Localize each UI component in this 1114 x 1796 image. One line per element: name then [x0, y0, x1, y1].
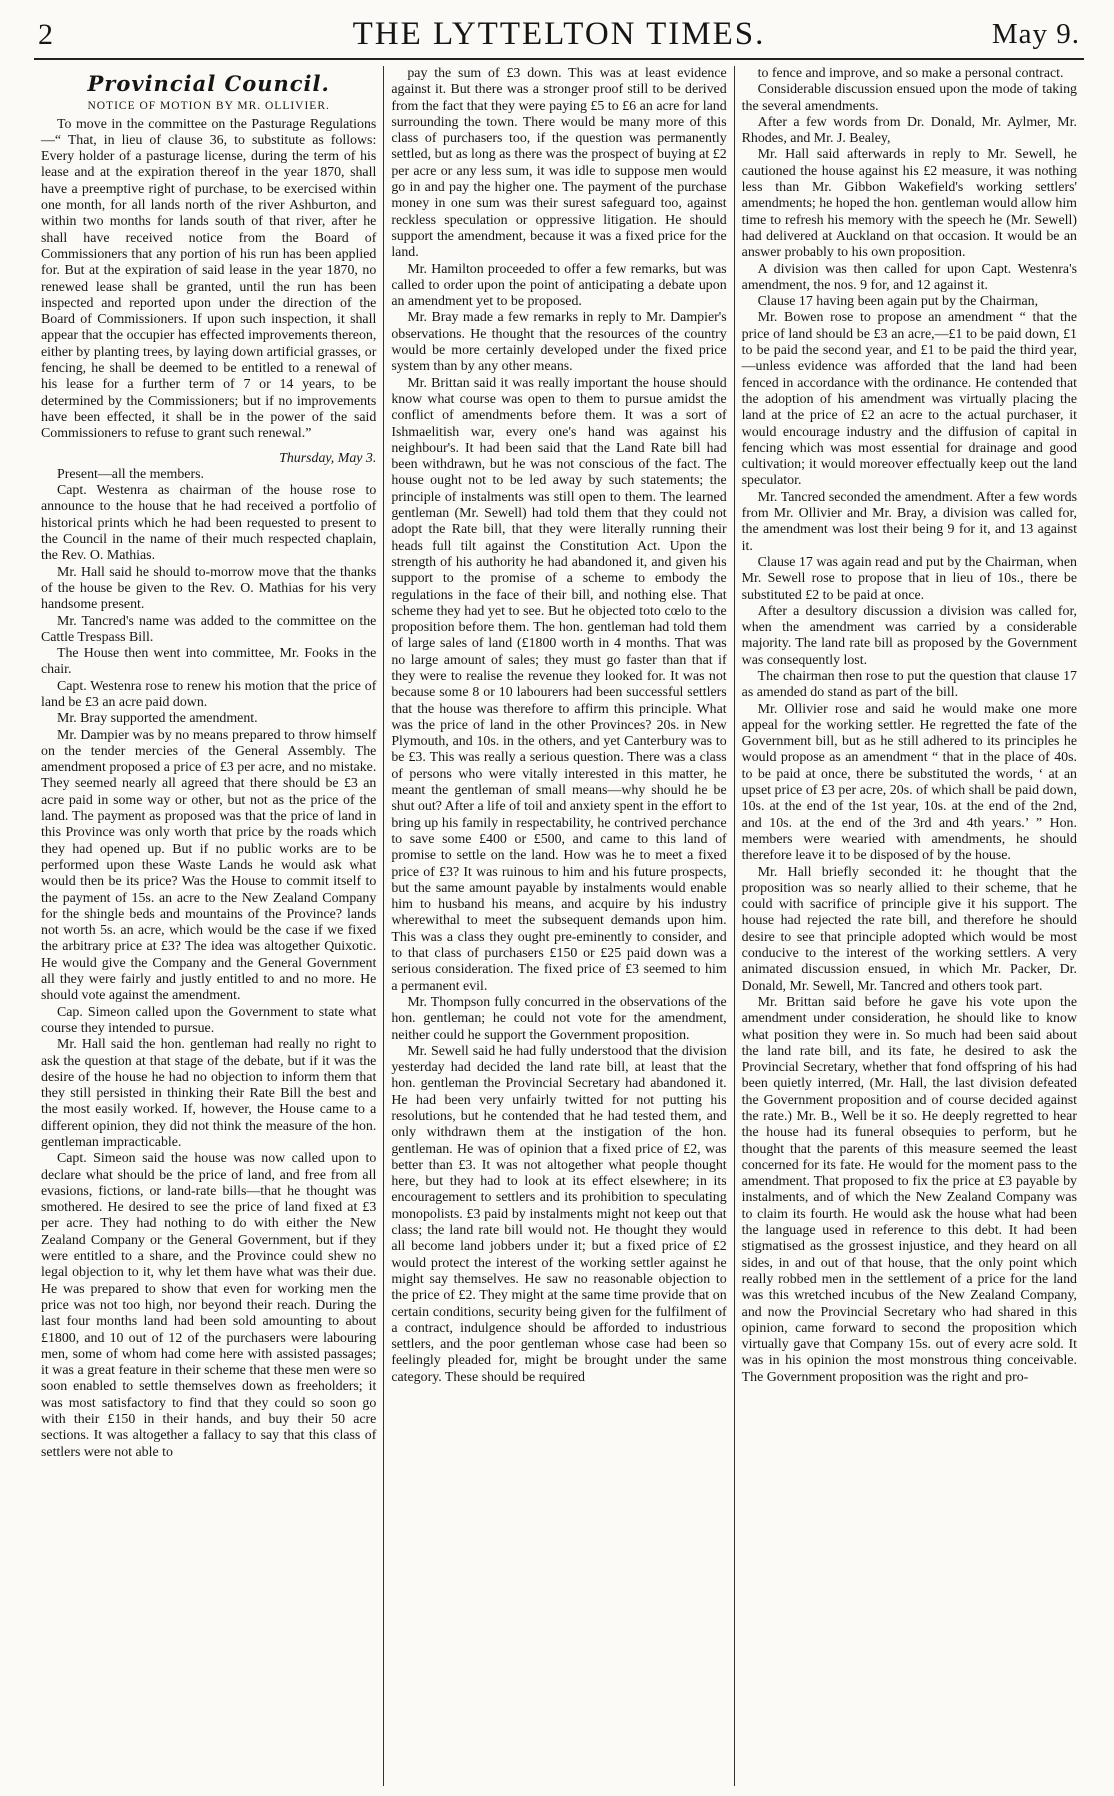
column-2: [383, 66, 733, 1786]
paragraph: to fence and improve, and so make a personal contract.: [757, 66, 1064, 81]
paragraph: Mr. Ollivier rose and said he would make one more appeal for the working settler. He regretted the fate of the Government bill, but as he still adhered to its principles he would propose as an amendment “ that in the place of 40s. to be paid at once, there be substituted the words, ‘ at an upset price of £3 per acre, 20s. of which shall be paid down, 10s. at the end of the 1st year, 10s. at the end of the 2nd, and 10s. at the end of the 3rd and 4th years.’ ” Hon. members were wearied with amendments, he should therefore leave it to be disposed of by the house.: [741, 701, 1077, 864]
newspaper-title: THE LYTTELTON TIMES.: [352, 16, 766, 52]
notice-heading: NOTICE OF MOTION BY MR. OLLIVIER.: [87, 100, 330, 113]
paragraph: Mr. Sewell said he had fully understood that the division yesterday had decided the land rate bill, at least that the hon. gentleman the Provincial Secretary had abandoned it. He had been very unfairly twitted for not putting his resolutions, but he contended that he had tested them, and only withdrawn them at the instigation of the hon. gentleman. He was of opinion that a fixed price of £2, was better than £3. It was not altogether what people thought here, but they had to look at its effect elsewhere; in its encouragement to settlers and its prohibition to speculating monopolists. £3 paid by instalments might not keep out that class; the land rate bill would not. He thought they would all become land jobbers under it; but a fixed price of £2 would protect the interest of the working settler against he might say themselves. He saw no reasonable objection to the price of £2. They might at the same time provide that on certain conditions, security being given for the fulfilment of a contract, indulgence should be afforded to industrious settlers, and the poor gentleman whose case had been so feelingly pleaded for, might be brought under the same category. These should be required: [391, 1043, 727, 1385]
paragraph: Clause 17 having been again put by the Chairman,: [757, 294, 1039, 310]
column-1-text: [41, 117, 376, 1461]
paragraph: Mr. Hall briefly seconded it: he thought that the proposition was so nearly allied to their scheme, that he could with sacrifice of principle give it his support. The house had rejected the rate bill, and therefore he should desire to see that principle adopted which would be most conducive to the interest of the working settlers. A very animated discussion ensued, in which Mr. Packer, Dr. Donald, Mr. Sewell, Mr. Tancred and others took part.: [741, 864, 1077, 994]
paragraph: Present—all the members.: [57, 466, 204, 482]
paragraph: Capt. Westenra as chairman of the house rose to announce to the house that he had received a portfolio of historical prints which he had been requested to present to the Council in the name of their much respected chaplain, the Rev. O. Mathias.: [41, 483, 377, 564]
paragraph: Considerable discussion ensued upon the mode of taking the several amendments.: [741, 82, 1077, 114]
paragraph: Cap. Simeon called upon the Government to state what course they intended to pursue.: [41, 1004, 377, 1036]
paragraph: Mr. Bray supported the amendment.: [57, 711, 258, 727]
paragraph: After a desultory discussion a division was called for, when the amendment was carried by a considerable majority. The land rate bill as proposed by the Government was consequently lost.: [741, 603, 1077, 668]
paragraph: The House then went into committee, Mr. Fooks in the chair.: [41, 646, 377, 678]
paragraph: After a few words from Dr. Donald, Mr. Aylmer, Mr. Rhodes, and Mr. J. Bealey,: [741, 114, 1077, 147]
paragraph: Mr. Hall said the hon. gentleman had really no right to ask the question at that stage of the debate, but if it was the desire of the house he had no objection to inform them that they still persisted in thinking their Rate Bill the best and the most easily worked. If, however, the House came to a different opinion, they did not think the measure of the hon. gentleman impracticable.: [41, 1037, 377, 1150]
paragraph: Capt. Simeon said the house was now called upon to declare what should be the price of land, and free from all evasions, fictions, or land-rate bills—that he thought was smothered. He desired to see the price of land fixed at £3 per acre. They had nothing to do with either the New Zealand Company or the General Government, but if they were entitled to a share, and the Province could shew no legal objection to it, why let them have what was their due. He was prepared to show that even for working men the price was not too high, nor beyond their reach. During the last four months land had been sold amounting to about £1800, and 10 out of 12 of the purchasers were labouring men, some of whom had come here with assisted passages; it was a great feature in their scheme that these men were so soon enabled to settle themselves down as freeholders; it was most satisfactory to find that they could so soon go with their £150 in their hands, and buy their 50 acre sections. It was altogether a fallacy to say that this class of settlers were not able to: [41, 1151, 377, 1460]
paragraph: Mr. Bray made a few remarks in reply to Mr. Dampier's observations. He thought that the resources of the country would be more certainly developed under the fixed price system than by any other means.: [391, 310, 727, 375]
paragraph: Mr. Hall said afterwards in reply to Mr. Sewell, he cautioned the house against his £2 measure, it was nothing less than Mr. Gibbon Wakefield's working settlers' amendments; he hoped the hon. gentleman would allow him time to refresh his memory with the speech he (Mr. Sewell) had delivered at Auckland on that occasion. It would be an answer probably to his own proposition.: [741, 147, 1077, 261]
paragraph: pay the sum of £3 down. This was at least evidence against it. But there was a stronger proof still to be derived from the fact that they were paying £5 to £6 an acre for land surrounding the town. There would be many more of this class of purchasers too, if the question was permanently settled, but as long as there was the prospect of buying at £2 per acre or any less sum, it was idle to suppose men would go in and pay the higher one. The payment of the purchase money in one sum was their surest safeguard too, against reckless speculation or oppressive litigation. He should support the amendment, because it was a fixed price for the land.: [391, 66, 727, 261]
paragraph: Mr. Tancred seconded the amendment. After a few words from Mr. Ollivier and Mr. Bray, a division was called for, the amendment was lost their being 9 for it, and 13 against it.: [741, 489, 1077, 554]
section-title: Provincial Council.: [87, 71, 330, 96]
column-3-text: [742, 66, 1077, 1386]
paragraph: A division was then called for upon Capt. Westenra's amendment, the nos. 9 for, and 12 against it.: [741, 261, 1077, 293]
paragraph: Thursday, May 3.: [279, 450, 377, 466]
paragraph: Mr. Brittan said it was really important the house should know what course was open to them to pursue amidst the conflict of amendments before them. It was a sort of Ishmaelitish war, every one's hand was against his neighbour's. It had been said that the Land Rate bill had been withdrawn, but he was not conscious of the fact. The house ought not to be led away by such statements; the principle of instalments was still open to them. The learned gentleman (Mr. Sewell) had told them that they could not adopt the Rate bill, that they were literally running their heads full tilt against the Constitution Act. Upon the strength of his authority he had abandoned it, and given his support to the promise of a scheme to embody the regulations in the face of their bill, and nothing else. That scheme they had yet to see. But he objected toto cœlo to the proposition before them. The hon. gentleman had told them of large sales of land (£1800 worth in 4 months. That was no large amount of sales; they must go faster than that if they were to realise the revenue they looked for. It was not because some 8 or 10 labourers had been successful settlers that the house was therefore to affirm this principle. What was the price of land in the other Provinces? 20s. in New Plymouth, and 10s. in the others, and yet Canterbury was to be £3. This was really a serious question. There was a class of persons who were vitally interested in this matter, he meant the gentleman of small means—why should he be shut out? After a life of toil and anxiety spent in the effort to bring up his family in respectability, he contrived perchance to save some £400 or £500, and came to this land of promise to settle on the land. How was he to meet a fixed price of £3? It was ruinous to him and his future prospects, but the same amount payable by instalments would enable him to husband his means, and acquire by his industry wherewithal to meet the subsequent demands upon him. This was a class they ought pre-eminently to consider, and to that class of purchasers £150 or £25 paid down was a serious consideration. The fixed price of £3 seemed to him a permanent evil.: [391, 375, 727, 994]
page-number: 2: [38, 18, 53, 51]
paragraph: Mr. Dampier was by no means prepared to throw himself on the tender mercies of the General Assembly. The amendment proposed a price of £3 per acre, and no mistake. They seemed nearly all agreed that there should be £3 an acre paid in some way or other, but not as the price of the land. The payment as proposed was that the price of land in this Province was only worth that price by the roads which they had opened up. But if no public works are to be performed upon these Waste Lands he would ask what would then be its price? Was the House to commit itself to the payment of 15s. an acre to the New Zealand Company for the shingle beds and mountains of the Province? lands not worth 5s. an acre, which would be the case if we fixed the arbitrary price at £3? The idea was altogether Quixotic. He would give the Company and the General Government all they were fairly and justly entitled to and no more. He should vote against the amendment.: [41, 727, 377, 1004]
column-3: [734, 66, 1084, 1786]
paragraph: The chairman then rose to put the question that clause 17 as amended do stand as part of the bill.: [741, 668, 1077, 701]
issue-date: May 9.: [991, 18, 1080, 50]
column-2-text: [391, 66, 726, 1386]
paragraph: Clause 17 was again read and put by the Chairman, when Mr. Sewell rose to propose that in lieu of 10s., there be substituted £2 to be paid at once.: [741, 554, 1077, 603]
paragraph: Mr. Hall said he should to-morrow move that the thanks of the house be given to the Rev. O. Mathias for his very handsome present.: [41, 564, 377, 613]
paragraph: To move in the committee on the Pasturage Regulations—“ That, in lieu of clause 36, to substitute as follows: Every holder of a pasturage license, during the term of his lease and at the expiration thereof in the year 1870, shall have a preemptive right of purchase, to be exercised within one month, for all lands north of the river Ashburton, and within two months for lands south of that river, after he shall have received notice from the Board of Commissioners that any portion of his run has been applied for. But at the expiration of said lease in the year 1870, no renewed lease shall be granted, until the run has been inspected and reported upon under the direction of the Board of Commissioners. If upon such inspection, it shall appear that the occupier has effected improvements thereon, either by planting trees, by laying down artificial grasses, or fencing, he shall be deemed to be entitled to a renewal of his lease for a further term of 7 or 14 years, to be determined by the Commissioners; but if no improvements have been effected, it shall be in the power of the said Commissioners to refuse to grant such renewal.”: [41, 116, 377, 442]
article-columns: [34, 66, 1084, 1786]
paragraph: Capt. Westenra rose to renew his motion that the price of land be £3 an acre paid down.: [41, 678, 377, 710]
paragraph: Mr. Brittan said before he gave his vote upon the amendment under consideration, he should like to know what position they were in. So much had been said about the land rate bill, and its fate, he desired to ask the Provincial Secretary, whether that fond offspring of his had been quietly interred, (Mr. Hall, the last division defeated the Government proposition and of course decided against the rate.) Mr. B., Well be it so. He deeply regretted to hear the house had its funeral obsequies to perform, but he thought that the parents of this measure seemed the least concerned for its fate. He would for the moment pass to the amendment. That proposed to fix the price at £3 payable by instalments, and of which the New Zealand Company was to claim its fourth. He would ask the house what had been the language used in reference to this debt. It had been stigmatised as the grossest injustice, and they heard on all sides, in and out of that house, that the only point which really robbed men in the settlement of a price for the land was this wretched incubus of the New Zealand Company, and now the Provincial Secretary who had shared in this opinion, came forward to second the proposition which virtually gave that Company 15s. out of every acre sold. It was in his opinion the most monstrous thing conceivable. The Government proposition was the right and pro-: [741, 994, 1077, 1385]
column-1: [34, 66, 383, 1786]
paragraph: Mr. Tancred's name was added to the committee on the Cattle Trespass Bill.: [41, 613, 377, 645]
paragraph: Mr. Hamilton proceeded to offer a few remarks, but was called to order upon the point of anticipating a debate upon an amendment yet to be proposed.: [391, 261, 727, 310]
paragraph: Mr. Bowen rose to propose an amendment “ that the price of land should be £3 an acre,—£1 to be paid down, £1 to be paid the second year, and £1 to be paid the third year,—unless evidence was afforded that the land had been fenced in accordance with the ordinance. He contended that the adoption of his amendment was virtually placing the land at the price of £2 an acre to the actual purchaser, it would encourage industry and the diffusion of capital in fencing which was most essential for drainage and good cultivation; it would moreover effectually keep out the land speculator.: [741, 310, 1077, 489]
masthead: [34, 14, 1084, 60]
paragraph: Mr. Thompson fully concurred in the observations of the hon. gentleman; he could not vote for the amendment, neither could he support the Government proposition.: [391, 994, 727, 1043]
